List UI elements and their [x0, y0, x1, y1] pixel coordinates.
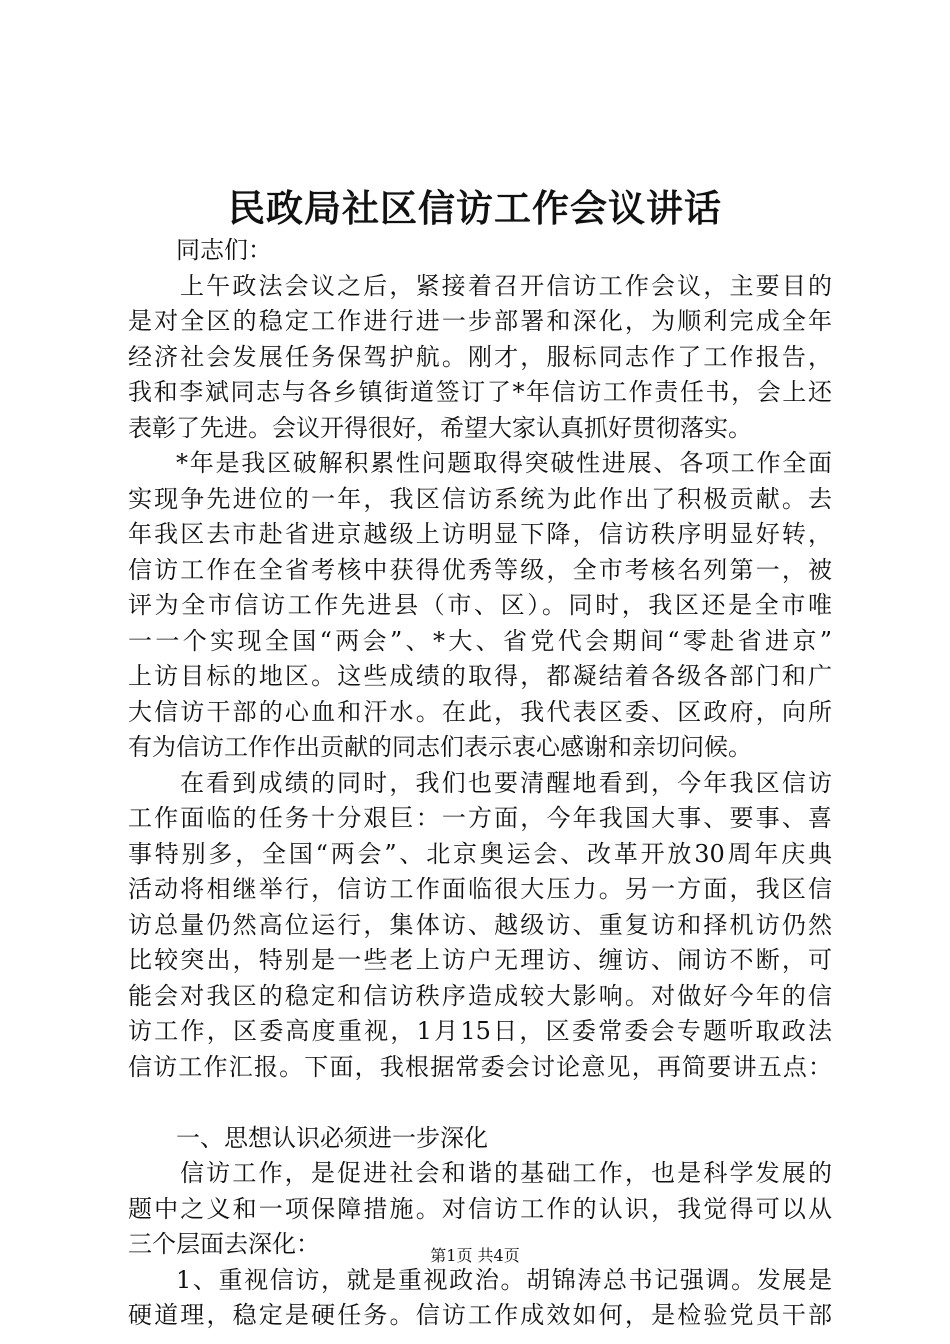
paragraph-line: 题中之义和一项保障措施。对信访工作的认识，我觉得可以从	[128, 1194, 832, 1223]
paragraph-line: 事特别多，全国“两会”、北京奥运会、改革开放30周年庆典	[128, 839, 832, 868]
paragraph-line: 三个层面去深化：	[128, 1230, 320, 1258]
paragraph-line: 一一个实现全国“两会”、*大、省党代会期间“零赴省进京”	[128, 626, 832, 655]
document-title: 民政局社区信访工作会议讲话	[228, 186, 722, 230]
paragraph-line: 比较突出，特别是一些老上访户无理访、缠访、闹访不断，可	[128, 946, 832, 974]
paragraph-line: 评为全市信访工作先进县（市、区）。同时，我区还是全市唯	[128, 591, 832, 619]
page-number-footer: 第1页 共4页	[430, 1246, 520, 1265]
paragraph-line: 是对全区的稳定工作进行进一步部署和深化，为顺利完成全年	[128, 307, 832, 335]
paragraph-line: 在看到成绩的同时，我们也要清醒地看到，今年我区信访	[180, 768, 832, 797]
paragraph-line: 实现争先进位的一年，我区信访系统为此作出了积极贡献。去	[128, 484, 832, 513]
paragraph-line: 有为信访工作作出贡献的同志们表示衷心感谢和亲切问候。	[128, 733, 752, 761]
paragraph-line: 大信访干部的心血和汗水。在此，我代表区委、区政府，向所	[128, 697, 832, 726]
paragraph-line: 信访工作汇报。下面，我根据常委会讨论意见，再简要讲五点：	[128, 1052, 832, 1081]
salutation-line: 同志们：	[176, 236, 272, 264]
paragraph-line: 访总量仍然高位运行，集体访、越级访、重复访和择机访仍然	[128, 910, 832, 939]
paragraph-line: 上午政法会议之后，紧接着召开信访工作会议，主要目的	[180, 271, 832, 300]
paragraph-line: 上访目标的地区。这些成绩的取得，都凝结着各级各部门和广	[128, 662, 832, 690]
paragraph-line: 我和李斌同志与各乡镇街道签订了*年信访工作责任书，会上还	[128, 378, 832, 406]
paragraph-line: 经济社会发展任务保驾护航。刚才，服标同志作了工作报告，	[128, 342, 832, 371]
paragraph-line: 表彰了先进。会议开得很好，希望大家认真抓好贯彻落实。	[128, 413, 752, 442]
paragraph-line: 硬道理，稳定是硬任务。信访工作成效如何，是检验党员干部	[128, 1301, 832, 1329]
blank-line	[128, 1085, 832, 1121]
paragraph-line: 能会对我区的稳定和信访秩序造成较大影响。对做好今年的信	[128, 981, 832, 1010]
paragraph-line: 信访工作在全省考核中获得优秀等级，全市考核名列第一，被	[128, 555, 832, 584]
paragraph-line: 工作面临的任务十分艰巨：一方面，今年我国大事、要事、喜	[128, 804, 832, 832]
paragraph-line: 年我区去市赴省进京越级上访明显下降，信访秩序明显好转，	[128, 520, 832, 548]
paragraph-line: 活动将相继举行，信访工作面临很大压力。另一方面，我区信	[128, 875, 832, 903]
document-body	[128, 233, 832, 1334]
section-heading: 一、思想认识必须进一步深化	[176, 1123, 488, 1152]
paragraph-line: *年是我区破解积累性问题取得突破性进展、各项工作全面	[176, 449, 832, 477]
paragraph-line: 1、重视信访，就是重视政治。胡锦涛总书记强调。发展是	[176, 1265, 832, 1294]
paragraph-line: 信访工作，是促进社会和谐的基础工作，也是科学发展的	[180, 1159, 832, 1187]
paragraph-line: 访工作，区委高度重视，1月15日，区委常委会专题听取政法	[128, 1017, 832, 1045]
